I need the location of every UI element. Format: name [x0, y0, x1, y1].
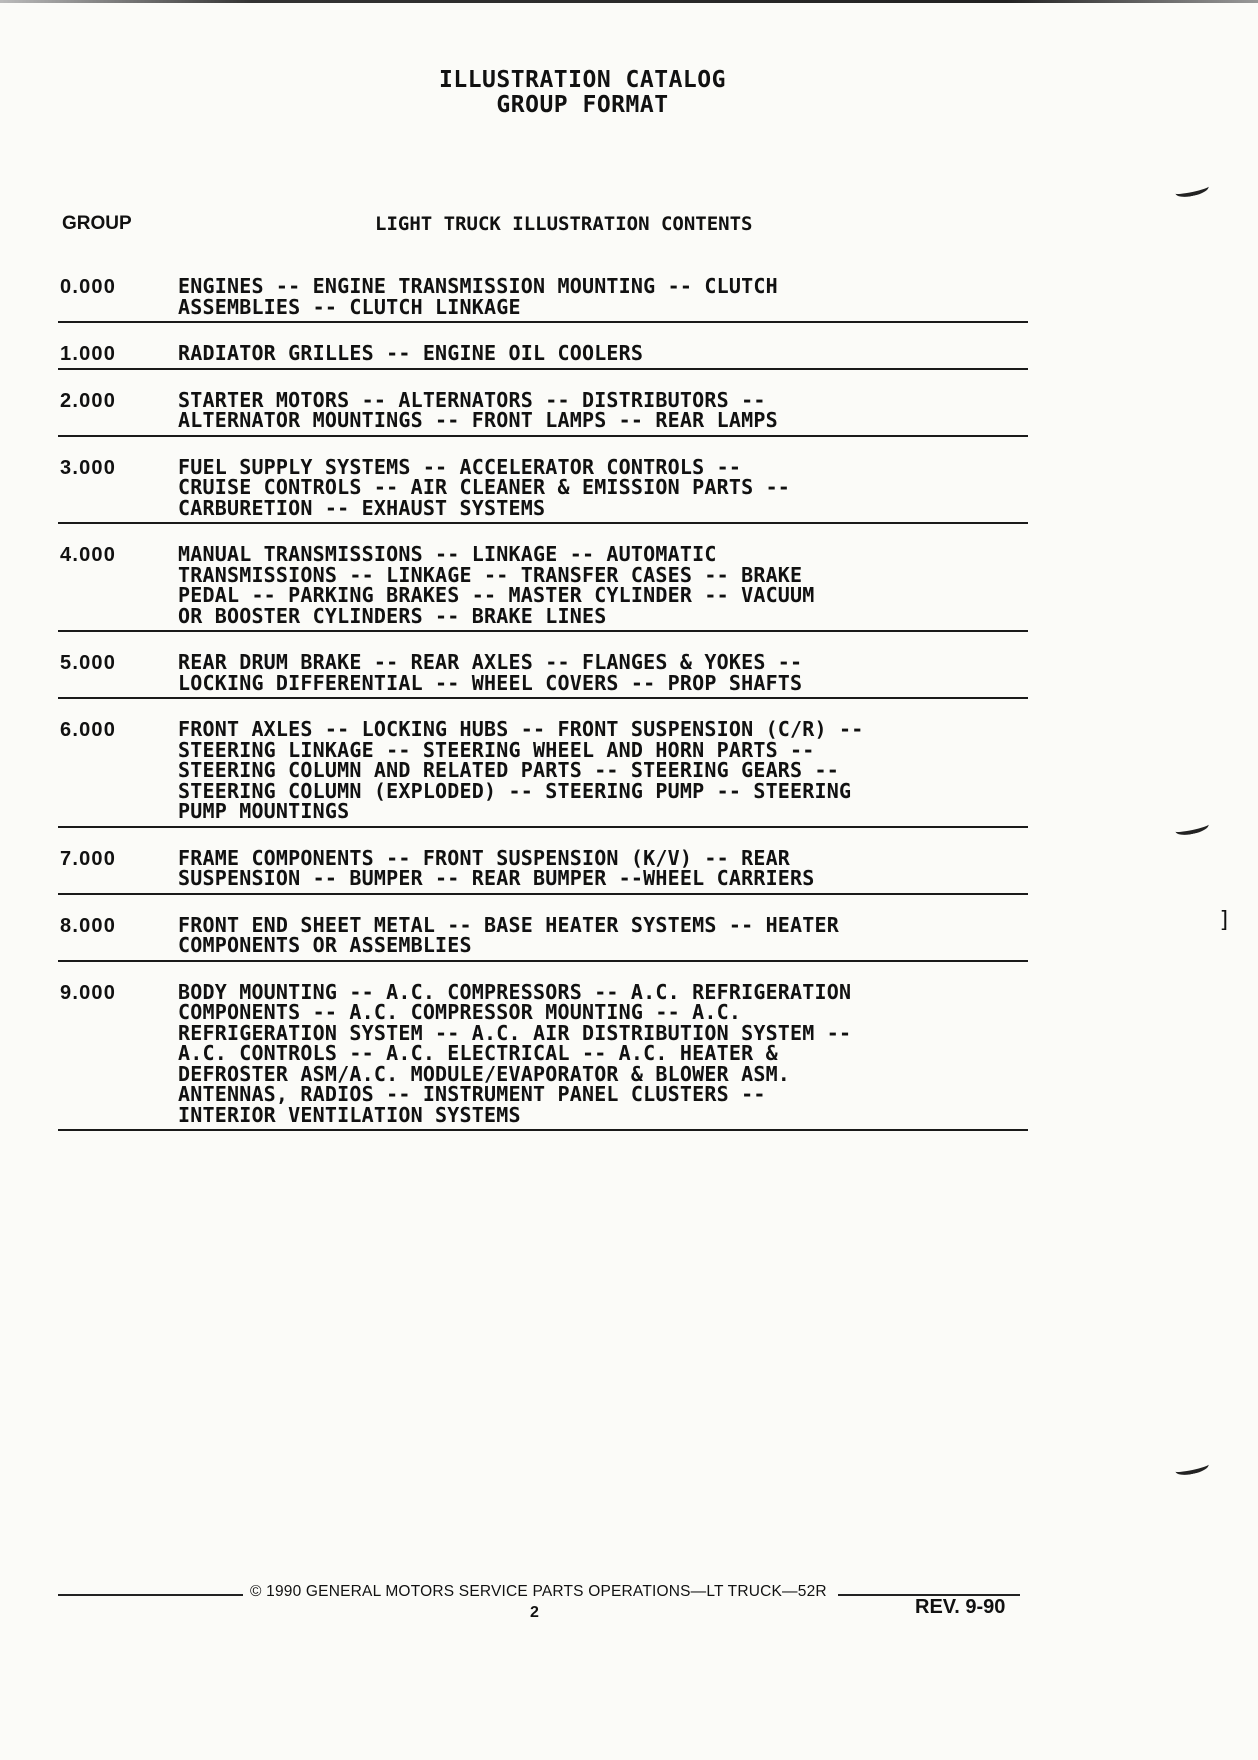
list-item	[58, 323, 1028, 370]
contents-column-header: LIGHT TRUCK ILLUSTRATION CONTENTS	[375, 213, 753, 235]
group-number: 8.000	[60, 914, 117, 937]
group-description: FUEL SUPPLY SYSTEMS -- ACCELERATOR CONTROLS -- CRUISE CONTROLS -- AIR CLEANER & EMISSION PARTS -- CARBURETION -- EXHAUST SYSTEMS	[178, 454, 791, 520]
top-rule	[0, 0, 1258, 3]
list-item	[58, 895, 1028, 962]
group-description: FRONT END SHEET METAL -- BASE HEATER SYSTEMS -- HEATER COMPONENTS OR ASSEMBLIES	[178, 912, 840, 957]
list-item	[58, 699, 1028, 828]
list-item	[58, 828, 1028, 895]
group-description: RADIATOR GRILLES -- ENGINE OIL COOLERS	[178, 341, 644, 365]
group-number: 7.000	[60, 847, 117, 870]
group-description: REAR DRUM BRAKE -- REAR AXLES -- FLANGES & YOKES -- LOCKING DIFFERENTIAL -- WHEEL COVERS -- PROP SHAFTS	[178, 650, 803, 695]
title-block	[0, 68, 1165, 118]
group-number: 1.000	[60, 343, 117, 365]
group-number: 2.000	[60, 389, 117, 412]
list-item	[58, 260, 1028, 323]
copyright-notice: © 1990 GENERAL MOTORS SERVICE PARTS OPERATIONS—LT TRUCK—52R	[250, 1583, 827, 1600]
list-item	[58, 437, 1028, 525]
list-item	[58, 632, 1028, 699]
revision-label: REV. 9-90	[915, 1596, 1006, 1618]
group-description: BODY MOUNTING -- A.C. COMPRESSORS -- A.C. REFRIGERATION COMPONENTS -- A.C. COMPRESSOR MOUNTING -- A.C. REFRIGERATION SYSTEM -- A.C. AIR DISTRIBUTION SYSTEM -- A.C. CONTROLS -- A.C. ELECTRICAL -- A.C. HEATER & DEFROSTER ASM/A.C. MODULE/EVAPORATOR & BLOWER ASM. ANTENNAS, RADIOS -- INSTRUMENT PANEL CLUSTERS -- INTERIOR VENTILATION SYSTEMS	[178, 979, 852, 1127]
page-number: 2	[530, 1604, 539, 1621]
group-number: 3.000	[60, 456, 117, 479]
contents-list	[58, 260, 1028, 1131]
margin-bracket: ]	[1218, 908, 1232, 933]
page-subtitle: GROUP FORMAT	[496, 92, 669, 118]
group-description: FRAME COMPONENTS -- FRONT SUSPENSION (K/V) -- REAR SUSPENSION -- BUMPER -- REAR BUMPER --WHEEL CARRIERS	[178, 845, 815, 890]
group-column-header: GROUP	[62, 213, 132, 234]
group-description: FRONT AXLES -- LOCKING HUBS -- FRONT SUSPENSION (C/R) -- STEERING LINKAGE -- STEERING WHEEL AND HORN PARTS -- STEERING COLUMN AND RELATED PARTS -- STEERING GEARS -- STEERING COLUMN (EXPLODED) -- STEERING PUMP -- STEERING PUMP MOUNTINGS	[178, 717, 864, 823]
list-item	[58, 524, 1028, 632]
group-number: 6.000	[60, 719, 117, 741]
group-description: ENGINES -- ENGINE TRANSMISSION MOUNTING -- CLUTCH ASSEMBLIES -- CLUTCH LINKAGE	[178, 274, 778, 319]
binder-hole-mark-icon	[1174, 819, 1210, 838]
group-description: MANUAL TRANSMISSIONS -- LINKAGE -- AUTOMATIC TRANSMISSIONS -- LINKAGE -- TRANSFER CASES -- BRAKE PEDAL -- PARKING BRAKES -- MASTER CYLINDER -- VACUUM OR BOOSTER CYLINDERS -- BRAKE LINES	[178, 542, 815, 628]
group-description: STARTER MOTORS -- ALTERNATORS -- DISTRIBUTORS -- ALTERNATOR MOUNTINGS -- FRONT LAMPS -- REAR LAMPS	[178, 387, 778, 432]
group-number: 0.000	[60, 276, 117, 298]
page-title: ILLUSTRATION CATALOG	[439, 67, 726, 93]
group-number: 5.000	[60, 652, 117, 674]
binder-hole-mark-icon	[1174, 181, 1210, 200]
list-item	[58, 962, 1028, 1132]
list-item	[58, 370, 1028, 437]
binder-hole-mark-icon	[1174, 1459, 1210, 1478]
footer-rule-left	[58, 1594, 243, 1596]
group-number: 4.000	[60, 544, 117, 566]
group-number: 9.000	[60, 981, 117, 1004]
